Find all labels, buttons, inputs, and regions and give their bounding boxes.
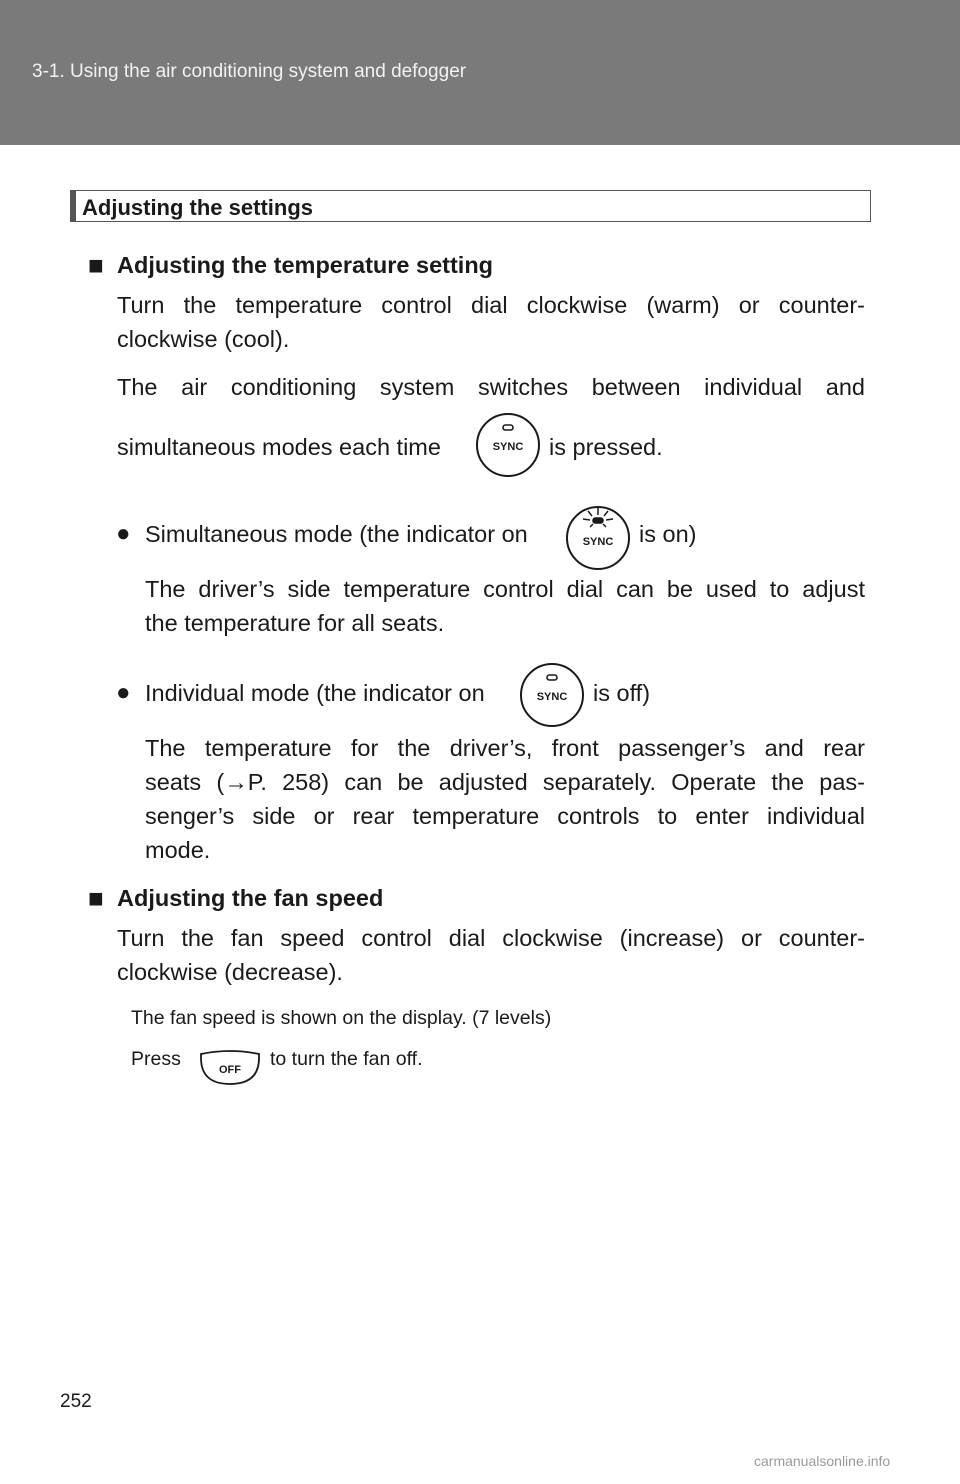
fan-text-line1: Turn the fan speed control dial clockwise (increase) or counter- bbox=[117, 925, 865, 951]
simultaneous-mode-text-end: is on) bbox=[639, 521, 697, 547]
fan-note-levels: The fan speed is shown on the display. (7 levels) bbox=[131, 1007, 552, 1029]
square-bullet: ■ bbox=[88, 250, 104, 280]
watermark: carmanualsonline.info bbox=[754, 1453, 891, 1469]
temperature-text-line1: Turn the temperature control dial clockwise (warm) or counter- bbox=[117, 292, 865, 318]
page-number: 252 bbox=[60, 1391, 92, 1412]
individual-desc-line3: senger’s side or rear temperature controls to enter individual bbox=[145, 803, 865, 829]
temperature-text-line3: The air conditioning system switches between individual and bbox=[117, 374, 865, 400]
fan-note-press: Press bbox=[131, 1048, 181, 1070]
simultaneous-mode-text: Simultaneous mode (the indicator on bbox=[145, 521, 528, 547]
individual-desc-line1: The temperature for the driver’s, front passenger’s and rear bbox=[145, 735, 865, 761]
simultaneous-desc-line2: the temperature for all seats. bbox=[145, 610, 445, 636]
off-button-icon bbox=[198, 1050, 262, 1088]
individual-mode-text: Individual mode (the indicator on bbox=[145, 680, 485, 706]
chapter-title: 3-1. Using the air conditioning system and defogger bbox=[32, 61, 467, 82]
individual-desc-line4: mode. bbox=[145, 837, 211, 863]
sync-button-icon bbox=[519, 662, 585, 728]
bullet: ● bbox=[116, 520, 131, 547]
fan-speed-heading: Adjusting the fan speed bbox=[117, 885, 384, 911]
individual-desc-line2: seats (→P. 258) can be adjusted separately. Operate the pas- bbox=[145, 769, 865, 795]
fan-note-turn-off: to turn the fan off. bbox=[270, 1048, 423, 1070]
bullet: ● bbox=[116, 679, 131, 706]
temperature-text-line4-start: simultaneous modes each time bbox=[117, 434, 441, 460]
square-bullet: ■ bbox=[88, 883, 104, 913]
individual-mode-text-end: is off) bbox=[593, 680, 651, 706]
temperature-text-line4-end: is pressed. bbox=[549, 434, 663, 460]
sync-label: SYNC bbox=[536, 691, 568, 703]
simultaneous-desc-line1: The driver’s side temperature control dial can be used to adjust bbox=[145, 576, 865, 602]
sync-button-lit-icon bbox=[565, 505, 631, 571]
temperature-text-line2: clockwise (cool). bbox=[117, 326, 290, 352]
fan-text-line2: clockwise (decrease). bbox=[117, 959, 343, 985]
section-title: Adjusting the settings bbox=[82, 195, 313, 220]
page-header bbox=[0, 0, 960, 145]
sync-label: SYNC bbox=[492, 441, 524, 453]
sync-button-icon bbox=[475, 412, 541, 478]
off-label: OFF bbox=[219, 1064, 241, 1076]
sync-label: SYNC bbox=[582, 536, 614, 548]
temperature-heading: Adjusting the temperature setting bbox=[117, 252, 494, 278]
